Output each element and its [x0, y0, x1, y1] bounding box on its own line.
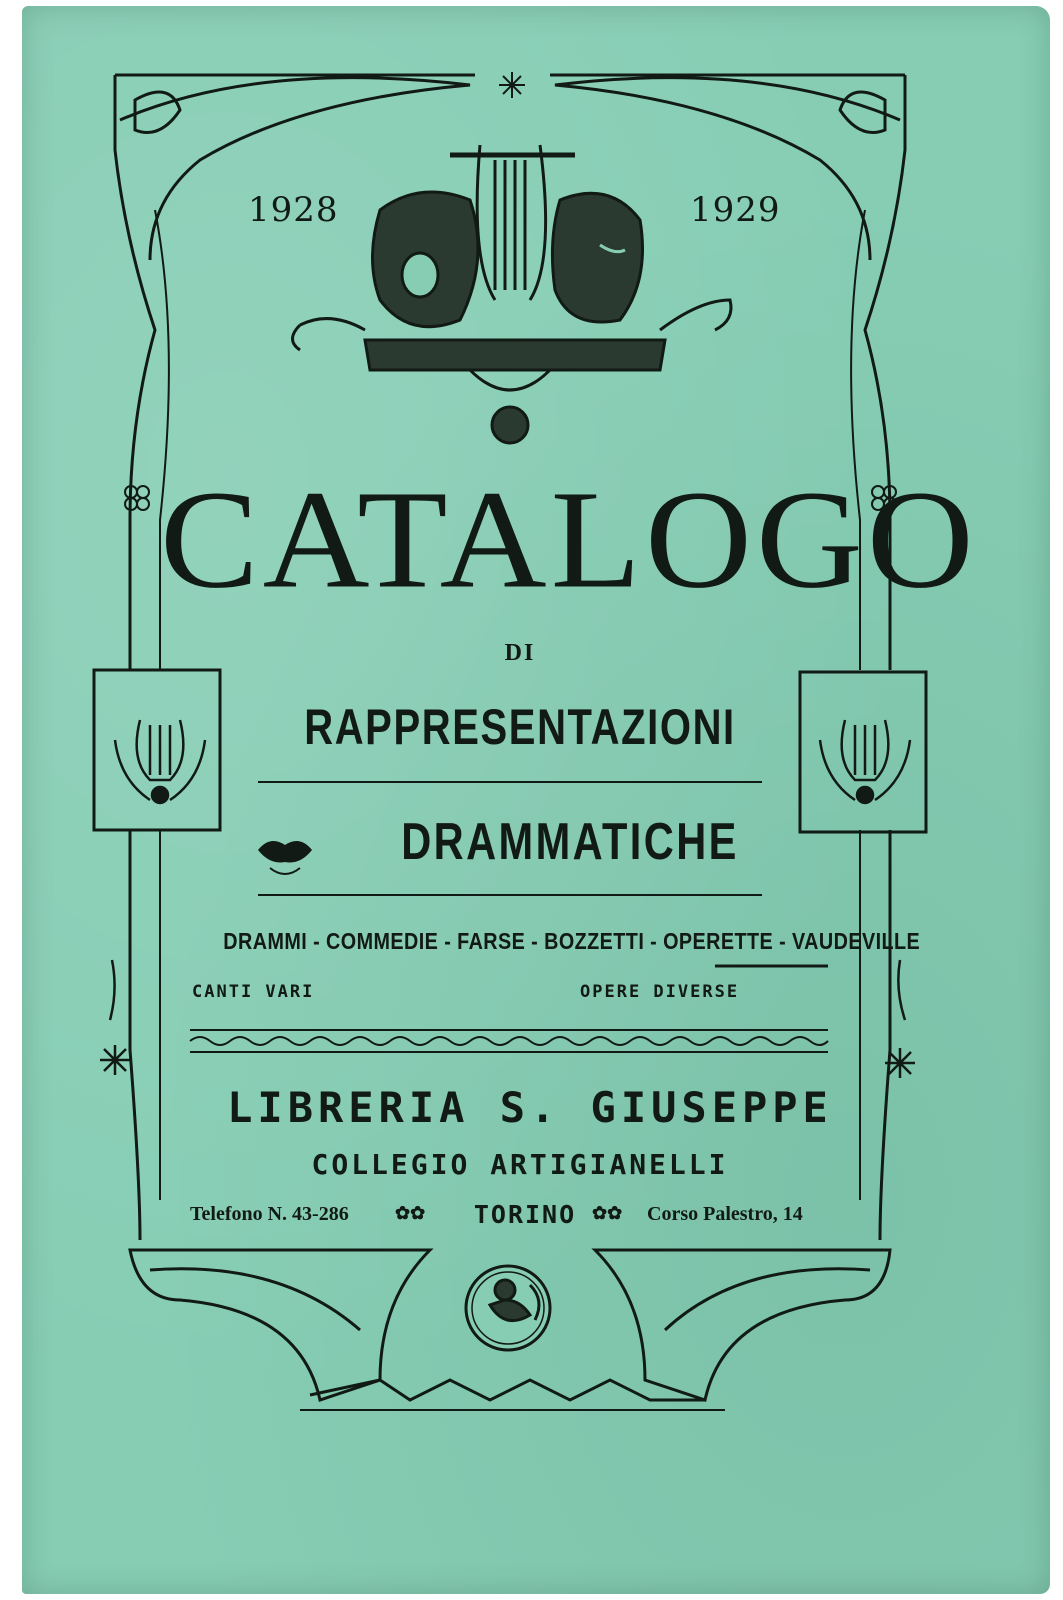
city-name: TORINO [473, 1200, 577, 1229]
heading-line2: DRAMMATICHE [401, 813, 739, 871]
publisher-name: LIBRERIA S. GIUSEPPE [227, 1083, 833, 1132]
street-address: Corso Palestro, 14 [647, 1203, 803, 1225]
institution-name: COLLEGIO ARTIGIANELLI [311, 1148, 729, 1181]
catalog-title: CATALOGO [160, 462, 978, 618]
subtitle-right: OPERE DIVERSE [580, 982, 740, 1002]
genre-list: DRAMMI - COMMEDIE - FARSE - BOZZETTI - OPERETTE - VAUDEVILLE [223, 928, 921, 954]
sunburst-icon [100, 960, 915, 1078]
ornament-dots-right: ✿✿ [592, 1203, 623, 1223]
ornament-dots-left: ✿✿ [395, 1203, 426, 1223]
year-end: 1929 [690, 190, 781, 230]
year-start: 1928 [248, 190, 339, 230]
theatre-masks-icon [293, 145, 732, 443]
phone-number: Telefono N. 43-286 [190, 1203, 349, 1225]
star-icon [499, 72, 525, 98]
heading-line1: RAPPRESENTAZIONI [304, 699, 736, 755]
cherub-medallion-icon [466, 1266, 550, 1350]
flower-icon [258, 841, 312, 874]
title-connector: DI [504, 640, 536, 666]
subtitle-left: CANTI VARI [192, 982, 315, 1002]
